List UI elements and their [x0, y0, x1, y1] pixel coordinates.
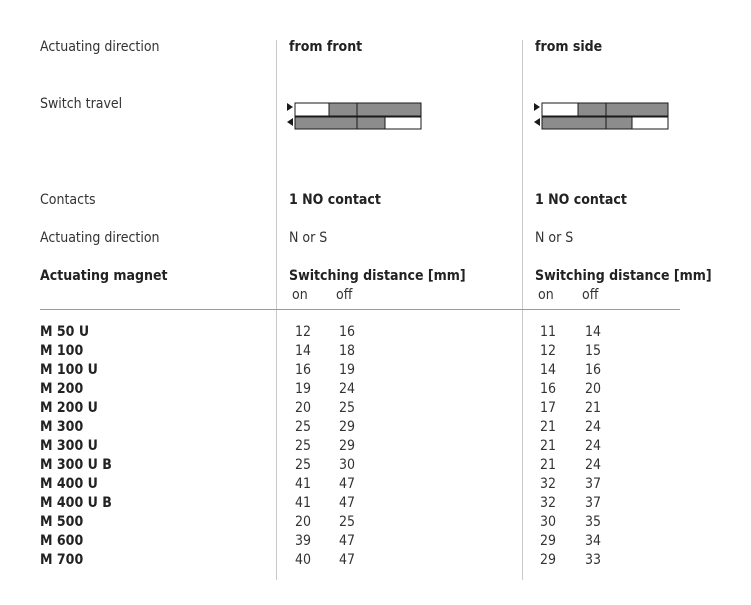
side-off-value: 15 — [585, 343, 602, 359]
label-contacts: Contacts — [40, 192, 96, 208]
front-on-value: 14 — [295, 343, 312, 359]
column-header-side: from side — [535, 39, 603, 55]
side-on-value: 30 — [540, 514, 557, 530]
side-on-value: 32 — [540, 476, 557, 492]
side-off-value: 37 — [585, 495, 602, 511]
front-off-value: 25 — [339, 400, 356, 416]
front-off-value: 30 — [339, 457, 356, 473]
magnet-name: M 400 U — [40, 476, 98, 492]
magnet-name: M 500 — [40, 514, 84, 530]
distance-header-front: Switching distance [mm] — [289, 268, 466, 284]
side-off-value: 37 — [585, 476, 602, 492]
on-label-side: on — [538, 287, 554, 303]
contacts-front: 1 NO contact — [289, 192, 381, 208]
side-off-value: 16 — [585, 362, 602, 378]
front-off-value: 47 — [339, 552, 356, 568]
side-on-value: 11 — [540, 324, 557, 340]
column-header-front: from front — [289, 39, 363, 55]
front-off-value: 24 — [339, 381, 356, 397]
magnet-name: M 100 U — [40, 362, 98, 378]
front-off-value: 25 — [339, 514, 356, 530]
side-on-value: 21 — [540, 438, 557, 454]
front-on-value: 25 — [295, 438, 312, 454]
column-divider-side — [522, 40, 523, 580]
actuating-side: N or S — [535, 230, 574, 246]
on-label-front: on — [292, 287, 308, 303]
front-off-value: 47 — [339, 533, 356, 549]
side-off-value: 20 — [585, 381, 602, 397]
front-on-value: 20 — [295, 400, 312, 416]
side-on-value: 14 — [540, 362, 557, 378]
side-off-value: 24 — [585, 438, 602, 454]
front-on-value: 12 — [295, 324, 312, 340]
label-switch-travel: Switch travel — [40, 96, 123, 112]
front-off-value: 47 — [339, 495, 356, 511]
front-on-value: 40 — [295, 552, 312, 568]
front-on-value: 41 — [295, 476, 312, 492]
side-off-value: 34 — [585, 533, 602, 549]
front-on-value: 19 — [295, 381, 312, 397]
label-actuating-direction: Actuating direction — [40, 39, 160, 55]
distance-header-side: Switching distance [mm] — [535, 268, 712, 284]
front-on-value: 20 — [295, 514, 312, 530]
front-on-value: 41 — [295, 495, 312, 511]
side-off-value: 35 — [585, 514, 602, 530]
front-on-value: 25 — [295, 457, 312, 473]
magnet-name: M 100 — [40, 343, 84, 359]
contacts-side: 1 NO contact — [535, 192, 627, 208]
magnet-name: M 200 U — [40, 400, 98, 416]
magnet-name: M 50 U — [40, 324, 90, 340]
front-off-value: 16 — [339, 324, 356, 340]
side-on-value: 12 — [540, 343, 557, 359]
side-on-value: 29 — [540, 533, 557, 549]
header-rule — [40, 309, 680, 310]
magnet-name: M 200 — [40, 381, 84, 397]
side-on-value: 17 — [540, 400, 557, 416]
column-divider-front — [276, 40, 277, 580]
side-on-value: 21 — [540, 419, 557, 435]
switch-travel-diagram-side — [534, 101, 670, 131]
magnet-name: M 300 — [40, 419, 84, 435]
front-on-value: 39 — [295, 533, 312, 549]
switch-travel-diagram-front — [287, 101, 423, 131]
magnet-name: M 300 U — [40, 438, 98, 454]
side-off-value: 24 — [585, 419, 602, 435]
label-actuating-direction-poles: Actuating direction — [40, 230, 160, 246]
off-label-front: off — [336, 287, 353, 303]
side-off-value: 24 — [585, 457, 602, 473]
front-off-value: 19 — [339, 362, 356, 378]
front-off-value: 47 — [339, 476, 356, 492]
front-on-value: 25 — [295, 419, 312, 435]
side-off-value: 14 — [585, 324, 602, 340]
front-off-value: 18 — [339, 343, 356, 359]
actuating-front: N or S — [289, 230, 328, 246]
side-on-value: 21 — [540, 457, 557, 473]
front-off-value: 29 — [339, 419, 356, 435]
front-off-value: 29 — [339, 438, 356, 454]
magnet-name: M 600 — [40, 533, 84, 549]
side-off-value: 33 — [585, 552, 602, 568]
side-on-value: 32 — [540, 495, 557, 511]
front-on-value: 16 — [295, 362, 312, 378]
label-actuating-magnet: Actuating magnet — [40, 268, 168, 284]
side-on-value: 29 — [540, 552, 557, 568]
magnet-name: M 300 U B — [40, 457, 112, 473]
off-label-side: off — [582, 287, 599, 303]
magnet-name: M 400 U B — [40, 495, 112, 511]
magnet-name: M 700 — [40, 552, 84, 568]
side-off-value: 21 — [585, 400, 602, 416]
side-on-value: 16 — [540, 381, 557, 397]
